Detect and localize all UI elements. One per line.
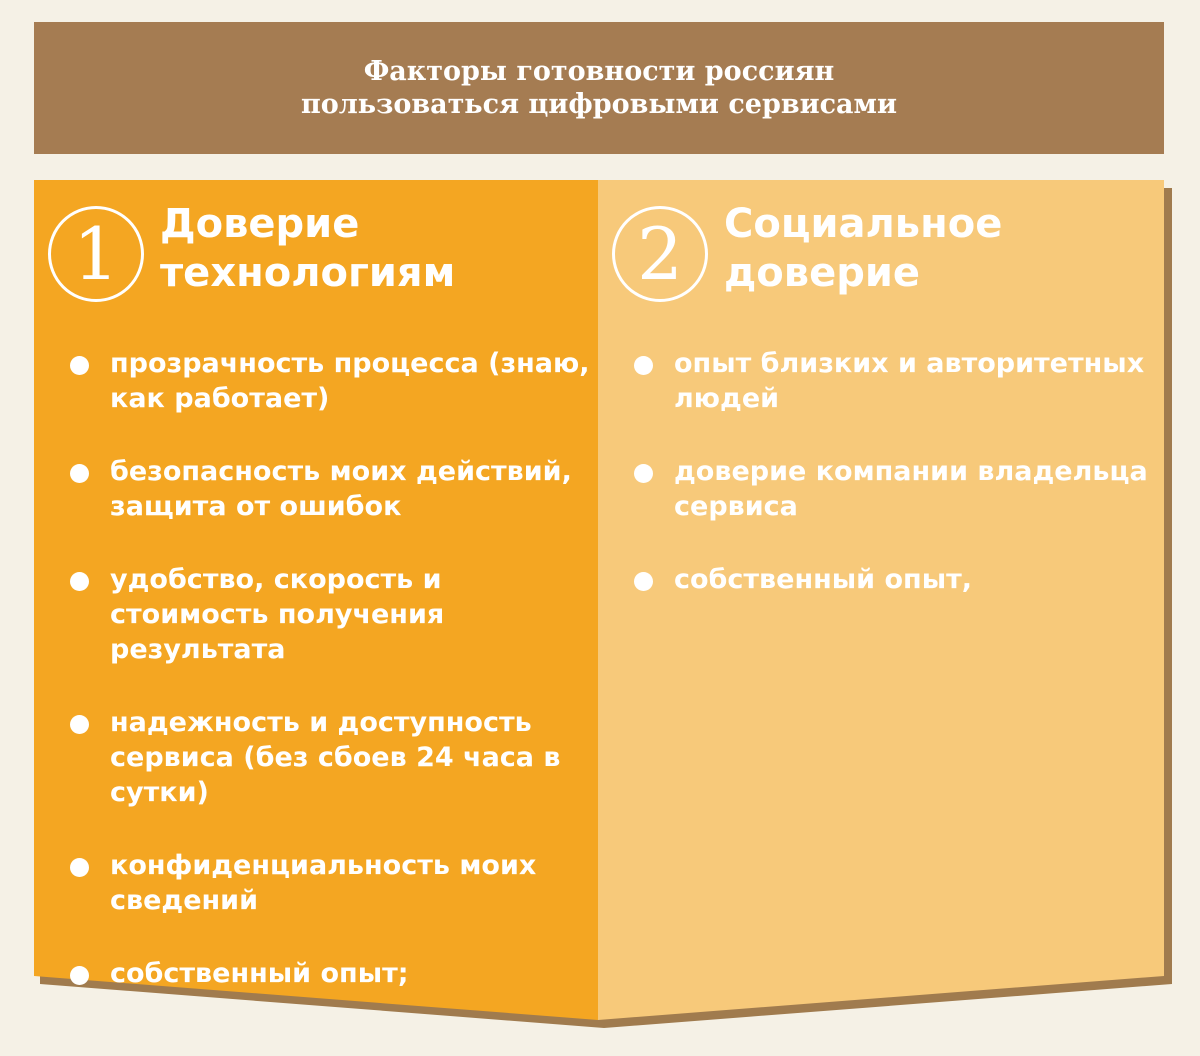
bullet-dot-icon <box>70 966 89 985</box>
column-social-trust <box>612 200 1157 595</box>
list-item-text: удобство, скорость и стоимость получения результата <box>110 564 445 665</box>
factor-list <box>634 346 1154 635</box>
list-item <box>634 454 1154 524</box>
header-title-line2: пользоваться цифровыми сервисами <box>300 89 898 120</box>
bullet-dot-icon <box>634 572 653 591</box>
column-trust-technologies <box>48 200 593 989</box>
list-item-text: собственный опыт, <box>674 564 973 595</box>
column-header <box>612 200 1157 302</box>
list-item-text: конфиденциальность моих сведений <box>110 850 537 916</box>
list-item-text: надежность и доступность сервиса (без сбоев 24 часа в сутки) <box>110 707 561 808</box>
column-title-line1: Доверие <box>160 201 360 247</box>
header-title-line1: Факторы готовности россиян <box>363 56 835 87</box>
list-item-text: доверие компании владельца сервиса <box>674 456 1148 522</box>
column-header <box>48 200 593 302</box>
list-item <box>634 346 1154 416</box>
list-item <box>70 705 590 810</box>
column-title <box>724 200 1124 298</box>
number-badge: 1 <box>48 206 144 302</box>
list-item-text: прозрачность процесса (знаю, как работает) <box>110 348 590 414</box>
column-title <box>160 200 560 298</box>
list-item-text: опыт близких и авторитетных людей <box>674 348 1145 414</box>
list-item <box>70 346 590 416</box>
column-title-line2: доверие <box>724 250 921 296</box>
list-item <box>634 562 1154 597</box>
bullet-dot-icon <box>70 572 89 591</box>
column-title-line1: Социальное <box>724 201 1003 247</box>
list-item-text: безопасность моих действий, защита от ошибок <box>110 456 572 522</box>
bullet-dot-icon <box>634 464 653 483</box>
bullet-dot-icon <box>70 715 89 734</box>
column-title-line2: технологиям <box>160 250 456 296</box>
bullet-dot-icon <box>70 858 89 877</box>
list-item <box>70 956 590 991</box>
header-banner <box>34 22 1164 154</box>
bullet-dot-icon <box>70 356 89 375</box>
number-badge: 2 <box>612 206 708 302</box>
list-item <box>70 848 590 918</box>
list-item <box>70 454 590 524</box>
bullet-dot-icon <box>70 464 89 483</box>
list-item-text: собственный опыт; <box>110 958 409 989</box>
list-item <box>70 562 590 667</box>
bullet-dot-icon <box>634 356 653 375</box>
factor-list <box>70 346 590 1029</box>
